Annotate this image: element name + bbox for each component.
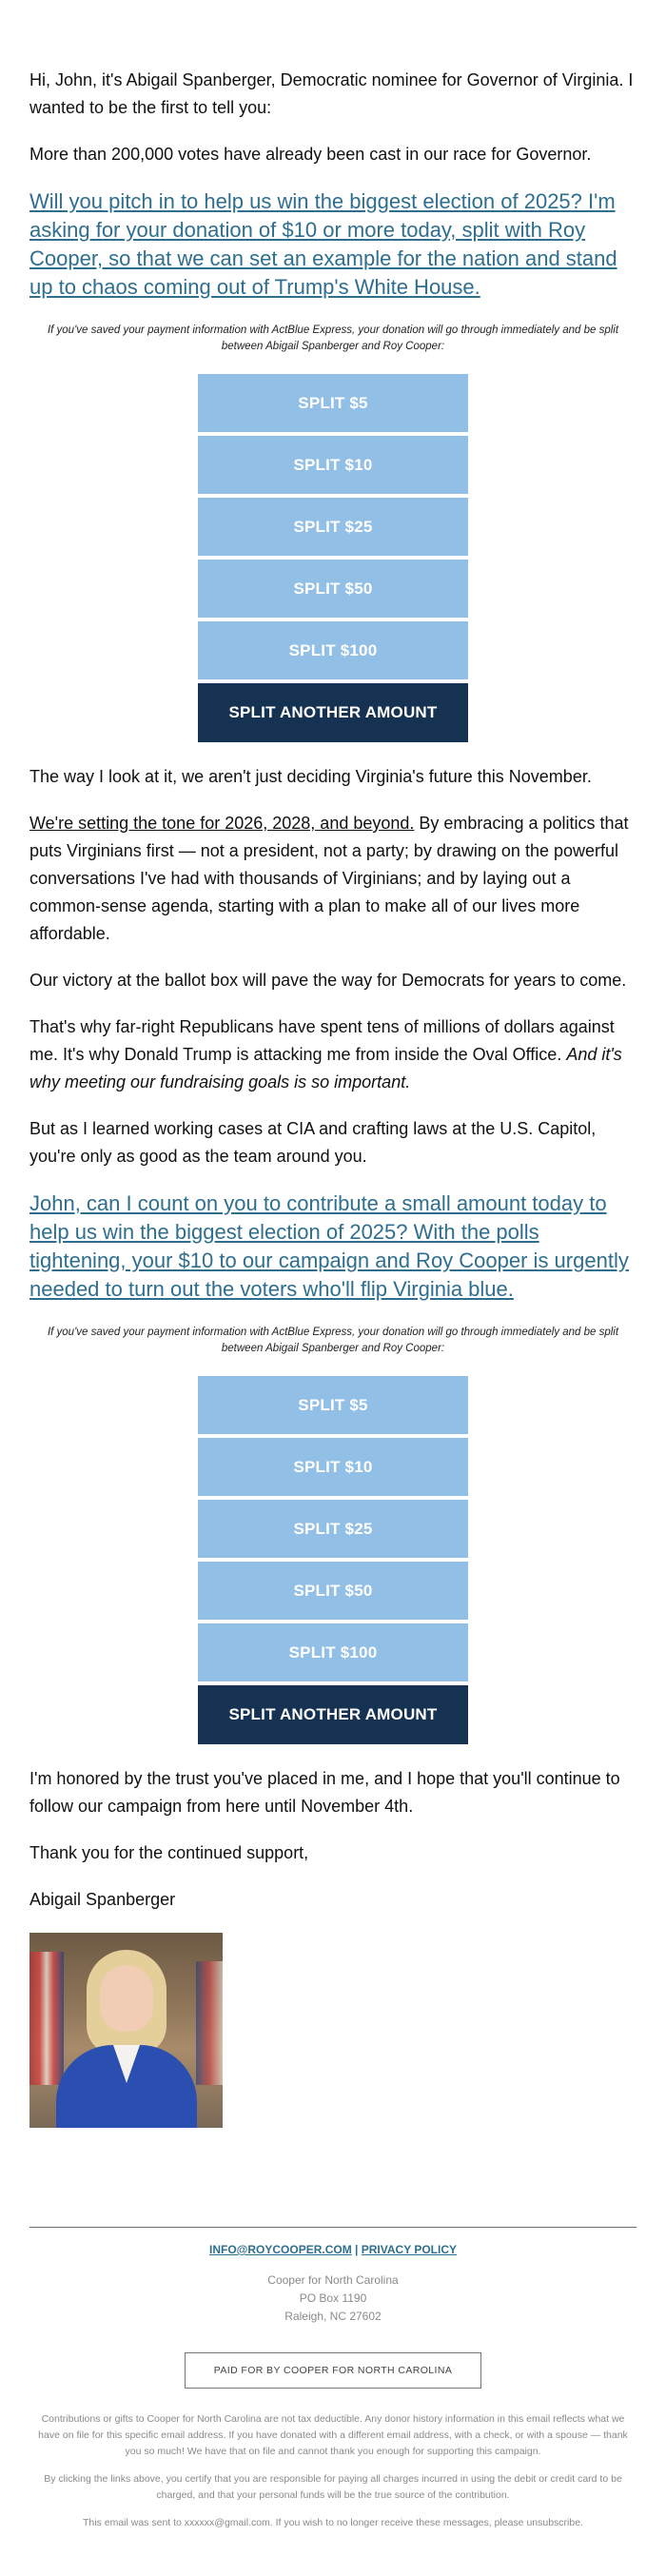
split-5-button[interactable]: SPLIT $5 bbox=[198, 374, 468, 432]
tone-paragraph bbox=[29, 810, 637, 948]
actblue-note-1: If you've saved your payment information with ActBlue Express, your donation will go through immediately and be split between Abigail Spanberger and Roy Cooper: bbox=[47, 324, 619, 352]
split-10-button[interactable]: SPLIT $10 bbox=[198, 1438, 468, 1496]
portrait-face-shape bbox=[100, 1965, 153, 2032]
email-footer bbox=[29, 2227, 637, 2531]
address-org: Cooper for North Carolina bbox=[267, 2273, 399, 2287]
split-25-button[interactable]: SPLIT $25 bbox=[198, 498, 468, 556]
virginia-future-paragraph: The way I look at it, we aren't just deciding Virginia's future this November. bbox=[29, 767, 592, 786]
donation-button-group-2 bbox=[198, 1376, 468, 1744]
flag-shape-right bbox=[196, 1961, 223, 2085]
attack-text: That's why far-right Republicans have spent tens of millions of dollars against me. It's why Donald Trump is attacking me from inside the Oval Office. bbox=[29, 1017, 615, 1064]
candidate-portrait-photo bbox=[29, 1933, 223, 2128]
donation-button-group-1 bbox=[198, 374, 468, 742]
tone-rest-text: By embracing a politics that puts Virginians first — not a president, not a party; by drawing on the powerful conversations I've had with thousands of Virginians; and by laying out a common-sense agenda, starting with a plan to make all of our lives more affordable. bbox=[29, 814, 629, 943]
greeting-paragraph: Hi, John, it's Abigail Spanberger, Democratic nominee for Governor of Virginia. I wanted to be the first to tell you: bbox=[29, 70, 634, 117]
split-100-button[interactable]: SPLIT $100 bbox=[198, 621, 468, 679]
attack-paragraph bbox=[29, 1013, 637, 1096]
votes-cast-paragraph: More than 200,000 votes have already been cast in our race for Governor. bbox=[29, 145, 592, 164]
tax-disclaimer: Contributions or gifts to Cooper for North Carolina are not tax deductible. Any donor history information in this email reflects what we have on file for this specific email address. If you have donated with a different email address, with a check, or with a spouse — thank you so much! We have that on file and cannot thank you enough for supporting this campaign. bbox=[38, 2413, 628, 2457]
footer-link-separator: | bbox=[355, 2243, 359, 2256]
tone-underlined-text: We're setting the tone for 2026, 2028, and beyond. bbox=[29, 814, 415, 833]
email-body bbox=[29, 0, 637, 2128]
actblue-note-2: If you've saved your payment information with ActBlue Express, your donation will go through immediately and be split between Abigail Spanberger and Roy Cooper: bbox=[47, 1327, 619, 1354]
split-another-amount-button[interactable]: SPLIT ANOTHER AMOUNT bbox=[198, 683, 468, 742]
team-paragraph: But as I learned working cases at CIA and crafting laws at the U.S. Capitol, you're only as good as the team around you. bbox=[29, 1119, 597, 1166]
donation-ask-link-1[interactable]: Will you pitch in to help us win the biggest election of 2025? I'm asking for your donation of $10 or more today, split with Roy Cooper, so that we can set an example for the nation and stand up to chaos coming out of Trump's White House. bbox=[29, 189, 617, 299]
donation-ask-link-2[interactable]: John, can I count on you to contribute a small amount today to help us win the biggest election of 2025? With the polls tightening, your $10 to our campaign and Roy Cooper is urgently needed to turn out the voters who'll flip Virginia blue. bbox=[29, 1191, 629, 1301]
victory-paragraph: Our victory at the ballot box will pave the way for Democrats for years to come. bbox=[29, 971, 627, 990]
flag-shape-left bbox=[29, 1952, 64, 2085]
mailing-address bbox=[29, 2271, 637, 2326]
split-10-button[interactable]: SPLIT $10 bbox=[198, 436, 468, 494]
signature-name: Abigail Spanberger bbox=[29, 1890, 176, 1909]
footer-links bbox=[29, 2243, 637, 2256]
split-100-button[interactable]: SPLIT $100 bbox=[198, 1623, 468, 1681]
split-25-button[interactable]: SPLIT $25 bbox=[198, 1500, 468, 1558]
unsubscribe-notice[interactable]: This email was sent to xxxxxx@gmail.com. If you wish to no longer receive these messages, please unsubscribe. bbox=[83, 2517, 583, 2528]
honored-paragraph: I'm honored by the trust you've placed in me, and I hope that you'll continue to follow our campaign from here until November 4th. bbox=[29, 1769, 620, 1816]
split-another-amount-button[interactable]: SPLIT ANOTHER AMOUNT bbox=[198, 1685, 468, 1744]
privacy-policy-link[interactable]: PRIVACY POLICY bbox=[361, 2243, 457, 2256]
thanks-line: Thank you for the continued support, bbox=[29, 1843, 309, 1862]
paid-for-by-box: PAID FOR BY COOPER FOR NORTH CAROLINA bbox=[185, 2352, 481, 2389]
address-city: Raleigh, NC 27602 bbox=[284, 2310, 382, 2323]
split-50-button[interactable]: SPLIT $50 bbox=[198, 560, 468, 618]
address-po-box: PO Box 1190 bbox=[299, 2291, 367, 2305]
payment-certification-disclaimer: By clicking the links above, you certify that you are responsible for paying all charges incurred in using the debit or credit card to be charged, and that your personal funds will be the true source of the contribution. bbox=[44, 2473, 622, 2501]
contact-email-link[interactable]: INFO@ROYCOOPER.COM bbox=[208, 2243, 352, 2256]
fundraising-goals-italic-text: And it's why meeting our fundraising goals is so important. bbox=[29, 1045, 622, 1091]
split-5-button[interactable]: SPLIT $5 bbox=[198, 1376, 468, 1434]
split-50-button[interactable]: SPLIT $50 bbox=[198, 1562, 468, 1620]
